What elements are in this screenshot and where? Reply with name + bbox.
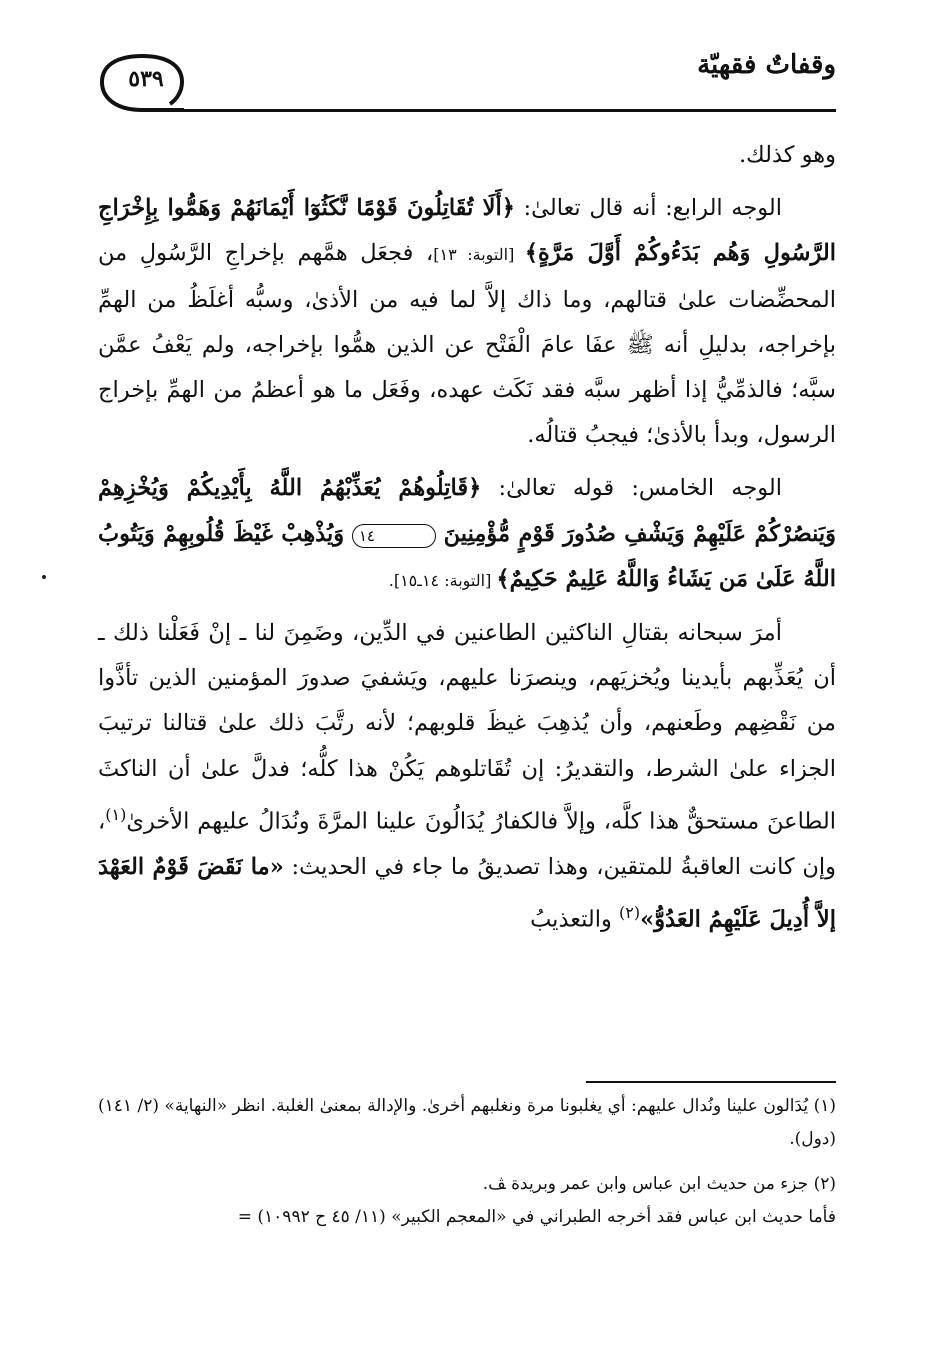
paragraph-continuation	[98, 133, 836, 178]
paragraph-text: أمرَ سبحانه بقتالِ الناكثين الطاعنين في الدِّين، وضَمِنَ لنا ـ إنْ فَعَلْنا ذلك ـ أن يُعَذِّبهم بأيدينا ويُخزيَهم، وينصرَنا عليهم، ويَشفيَ صدورَ المؤمنين الذين تأذَّوا من نَقْضِهم وطَعنهم، وأن يُذهِبَ غيظَ قلوبهم؛ لأنه رتَّبَ ذلك علىٰ قتالنا ترتيبَ الجزاء علىٰ الشرط، والتقديرُ: إن تُقَاتلوهم يَكُنْ هذا كلُّه؛ فدلَّ علىٰ أن الناكثَ الطاعنَ مستحقٌّ هذا كلَّه، وإلاَّ فالكفارُ يُدَالُونَ علينا المرَّةَ ونُدَالُ عليهم الأخرىٰ	[98, 620, 836, 835]
quran-verse: وَيُذْهِبْ غَيْظَ قُلُوبِهِمْ وَيَتُوبُ اللَّهُ عَلَىٰ مَن يَشَاءُ وَاللَّهُ عَلِيمٌ حَكِيمٌ﴾	[98, 520, 836, 592]
scan-speck	[42, 575, 46, 579]
hadith-quote: «ما نَقَضَ قَوْمٌ العَهْدَ إلاَّ أُدِيلَ عَلَيْهِمُ العَدُوُّ»	[98, 853, 836, 933]
running-title: وقفاتٌ فقهيّة	[697, 50, 836, 80]
paragraph-text: ، فجعَل همَّهم بإخراجِ الرَّسُولِ من المحضِّضات علىٰ قتالهم، وما ذاك إلاَّ لما فيه من الأذىٰ، وسبُّه أغلَظُ من الهمِّ بإخراجه، بدليلِ أنه ﷺ عفَا عامَ الْفَتْح عن الذين همُّوا بإخراجه، ولم يَعْفُ عمَّن سبَّه؛ فالذمِّيُّ إذا أظهر سبَّه فقد نَكَث عهده، وفَعَل ما هو أعظمُ من الهمِّ بإخراج الرسول، وبدأ بالأذىٰ؛ فيجبُ قتالُه.	[98, 240, 836, 449]
footnote-marker: (٢)	[619, 902, 641, 922]
header-rule	[178, 109, 836, 112]
footnotes	[98, 1090, 836, 1234]
paragraph-text: وهو كذلك.	[739, 142, 836, 168]
paragraph-text: الوجه الخامس: قوله تعالىٰ:	[481, 475, 783, 502]
verse-reference: [التوبة: ١٣]	[433, 245, 525, 265]
verse-number-marker: ١٤	[352, 524, 436, 548]
verse-reference: [التوبة: ١٤ـ١٥].	[388, 570, 497, 590]
paragraph-text: ، وإن كانت العاقبةُ للمتقين، وهذا تصديقُ ما جاء في الحديث:	[98, 808, 836, 880]
paragraph-fifth-aspect	[98, 466, 836, 603]
footnote-2-continuation: فأما حديث ابن عباس فقد أخرجه الطبراني في «المعجم الكبير» (١١/ ٤٥ ح ١٠٩٩٢) =	[237, 1207, 836, 1227]
main-text	[98, 133, 836, 942]
footnote-1: (١) يُدَالون علينا ونُدال عليهم: أي يغلبونا مرة ونغلبهم أخرىٰ. والإدالة بمعنىٰ الغلبة. انظر «النهاية» (٢/ ١٤١) (دول).	[98, 1096, 836, 1149]
quran-verse: ﴿قَاتِلُوهُمْ يُعَذِّبْهُمُ اللَّهُ بِأَيْدِيكُمْ وَيُخْزِهِمْ وَيَنصُرْكُمْ عَلَيْهِمْ وَيَشْفِ صُدُورَ قَوْمٍ مُّؤْمِنِينَ	[98, 475, 836, 547]
footnote-separator	[586, 1081, 836, 1083]
page-number-badge	[98, 52, 186, 112]
quran-verse: ﴿أَلَا تُقَاتِلُونَ قَوْمًا نَّكَثُوٓا أَيْمَانَهُمْ وَهَمُّوا بِإِخْرَاجِ الرَّسُولِ وَهُم بَدَءُوكُمْ أَوَّلَ مَرَّةٍ﴾	[98, 195, 837, 267]
footnote-2: (٢) جزء من حديث ابن عباس وابن عمر وبريدة ﭫ.	[482, 1174, 836, 1194]
page-number: ٥٣٩	[128, 66, 164, 92]
footnote-marker: (١)	[105, 804, 127, 824]
paragraph-explanation	[98, 611, 836, 942]
paragraph-text: والتعذيبُ	[530, 906, 620, 933]
paragraph-fourth-aspect	[98, 186, 836, 458]
paragraph-text: الوجه الرابع: أنه قال تعالىٰ:	[514, 195, 783, 222]
